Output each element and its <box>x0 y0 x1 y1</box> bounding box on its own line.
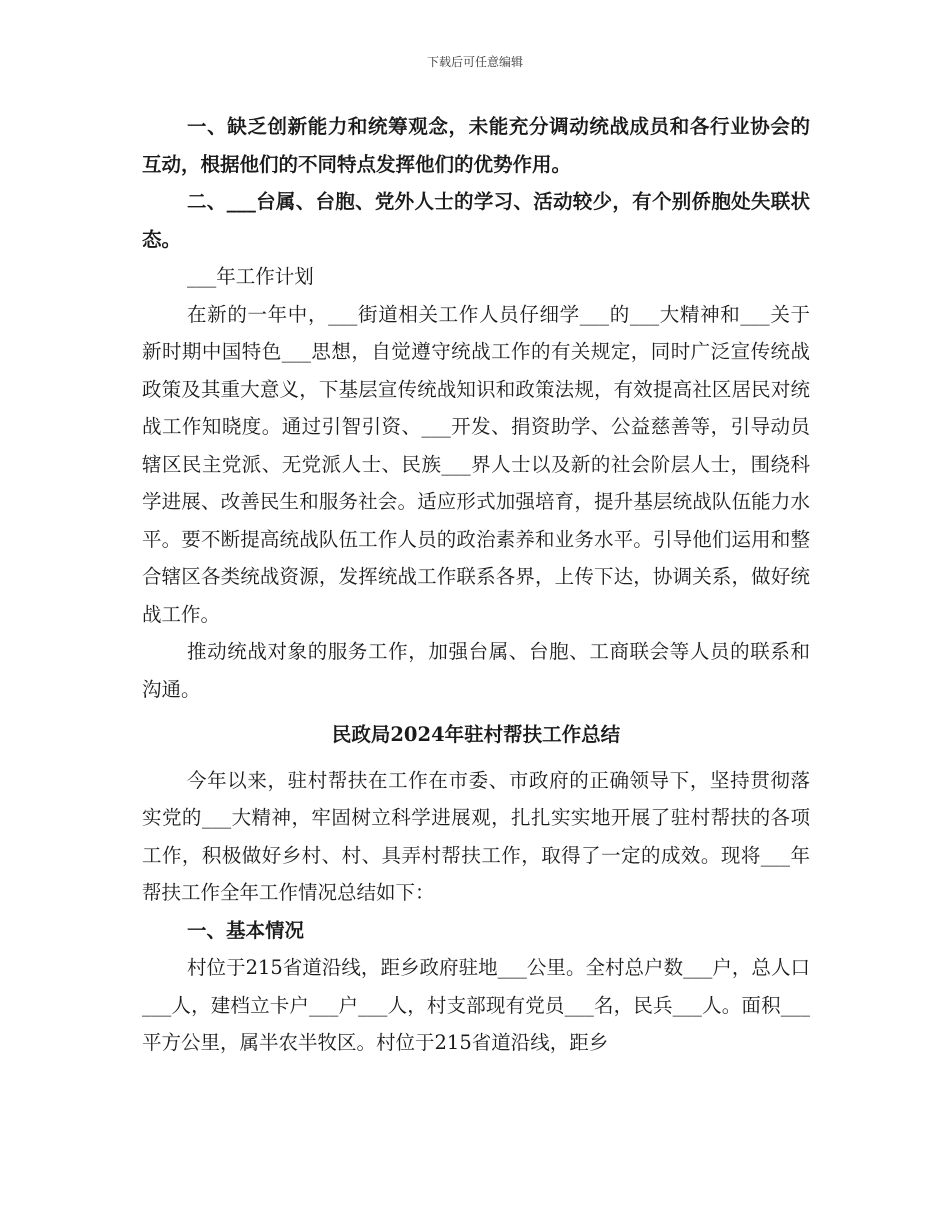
plan-paragraph-2: 推动统战对象的服务工作，加强台属、台胞、工商联会等人员的联系和沟通。 <box>142 640 810 701</box>
section-heading-basic: 一、基本情况 <box>187 918 305 942</box>
document-title: 民政局2024年驻村帮扶工作总结 <box>331 723 621 746</box>
problem-item-2: 二、___台属、台胞、党外人士的学习、活动较少，有个别侨胞处失联状态。 <box>142 190 810 251</box>
plan-heading: ___年工作计划 <box>187 265 314 288</box>
basic-info-paragraph: 村位于215省道沿线，距乡政府驻地___公里。全村总户数___户，总人口___人，建档立卡户___户___人，村支部现有党员___名，民兵___人。面积___平方公里，属半农半牧区。村位于215省道沿线，距乡 <box>142 956 810 1054</box>
summary-intro: 今年以来，驻村帮扶在工作在市委、市政府的正确领导下，坚持贯彻落实党的___大精神，牢固树立科学进展观，扎扎实实地开展了驻村帮扶的各项工作，积极做好乡村、村、具弄村帮扶工作，取得了一定的成效。现将___年帮扶工作全年工作情况总结如下： <box>142 768 810 904</box>
problem-item-1: 一、缺乏创新能力和统筹观念，未能充分调动统战成员和各行业协会的互动，根据他们的不同特点发挥他们的优势作用。 <box>142 115 810 176</box>
plan-paragraph-1: 在新的一年中，___街道相关工作人员仔细学___的___大精神和___关于新时期中国特色___思想，自觉遵守统战工作的有关规定，同时广泛宣传统战政策及其重大意义，下基层宣传统战知识和政策法规，有效提高社区居民对统战工作知晓度。通过引智引资、___开发、捐资助学、公益慈善等，引导动员辖区民主党派、无党派人士、民族___界人士以及新的社会阶层人士，围绕科学进展、改善民生和服务社会。适应形式加强培育，提升基层统战队伍能力水平。要不断提高统战队伍工作人员的政治素养和业务水平。引导他们运用和整合辖区各类统战资源，发挥统战工作联系各界，上传下达，协调关系，做好统战工作。 <box>142 302 810 626</box>
document-body <box>142 108 810 1062</box>
page-header: 下载后可任意编辑 <box>426 55 523 69</box>
